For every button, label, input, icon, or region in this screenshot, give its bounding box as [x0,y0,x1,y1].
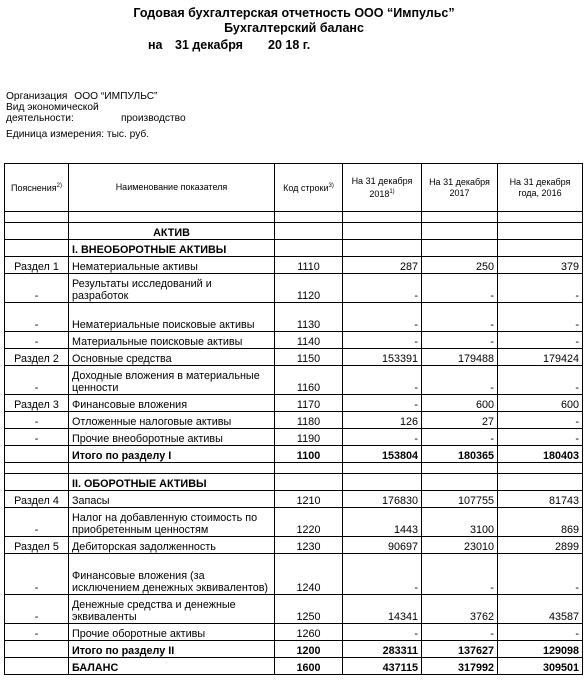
activity-label: деятельности: [6,113,74,124]
note-cell: - [5,624,69,641]
value-2016-cell: - [498,274,583,303]
indicator-name-cell: Финансовые вложения (за исключением денежных эквивалентов) [69,554,275,595]
indicator-name-cell: Финансовые вложения [69,395,275,412]
note-cell: Раздел 2 [5,349,69,366]
empty-cell [498,240,583,257]
empty-cell [5,223,69,240]
note-cell: - [5,274,69,303]
table-row [5,349,583,366]
note-cell [5,446,69,463]
note-cell: Раздел 5 [5,537,69,554]
value-2016-cell: 179424 [498,349,583,366]
empty-cell [422,223,498,240]
note-cell: - [5,303,69,332]
value-2017-cell: 250 [422,257,498,274]
value-2017-cell: 180365 [422,446,498,463]
table-row [5,257,583,274]
value-2016-cell: 600 [498,395,583,412]
empty-cell [5,463,69,474]
line-code-cell: 1220 [275,508,343,537]
value-2018-cell: 176830 [343,491,422,508]
table-row [5,554,583,595]
empty-cell [5,212,69,223]
section-header-row [5,240,583,257]
report-title: Годовая бухгалтерская отчетность ООО “Импульс” [133,6,455,20]
table-row [5,537,583,554]
line-code-cell: 1110 [275,257,343,274]
value-2017-cell: - [422,274,498,303]
indicator-name-cell: Результаты исследований и разработок [69,274,275,303]
value-2017-cell: 107755 [422,491,498,508]
empty-cell [275,463,343,474]
empty-cell [343,240,422,257]
value-2016-cell: 180403 [498,446,583,463]
indicator-name-cell: Денежные средства и денежные эквиваленты [69,595,275,624]
note-cell: - [5,429,69,446]
value-2018-cell: - [343,366,422,395]
value-2018-cell: - [343,395,422,412]
indicator-name-cell: Прочие внеоборотные активы [69,429,275,446]
col-header-2018: На 31 декабря 2018$^{1)}$ [343,164,422,212]
value-2018-cell: 287 [343,257,422,274]
date-year: 20 18 г. [268,38,311,52]
line-code-cell: 1180 [275,412,343,429]
value-2016-cell: 43587 [498,595,583,624]
empty-cell [275,223,343,240]
indicator-name-cell: Налог на добавленную стоимость по приобретенным ценностям [69,508,275,537]
section-title: II. ОБОРОТНЫЕ АКТИВЫ [69,474,275,491]
value-2018-cell: 1443 [343,508,422,537]
total-row [5,446,583,463]
col-header-note: Пояснения$^{2)}$ [5,164,69,212]
indicator-name-cell: Нематериальные поисковые активы [69,303,275,332]
value-2018-cell: - [343,554,422,595]
section-title: I. ВНЕОБОРОТНЫЕ АКТИВЫ [69,240,275,257]
value-2017-cell: 23010 [422,537,498,554]
table-row [5,595,583,624]
table-row [5,303,583,332]
indicator-name-cell: Запасы [69,491,275,508]
col-header-code: Код строки$^{3)}$ [275,164,343,212]
activity-value: производство [121,113,186,124]
value-2016-cell: - [498,554,583,595]
value-2017-cell: 3762 [422,595,498,624]
indicator-name-cell: Отложенные налоговые активы [69,412,275,429]
value-2018-cell: 283311 [343,641,422,658]
line-code-cell: 1170 [275,395,343,412]
value-2016-cell: - [498,366,583,395]
value-2016-cell: 869 [498,508,583,537]
value-2017-cell: - [422,429,498,446]
org-row [6,91,157,102]
value-2016-cell: - [498,624,583,641]
line-code-cell: 1240 [275,554,343,595]
empty-cell [422,463,498,474]
line-code-cell: 1100 [275,446,343,463]
col-header-name: Наименование показателя [69,164,275,212]
table-row [5,332,583,349]
value-2018-cell: 153391 [343,349,422,366]
empty-cell [422,474,498,491]
note-cell: - [5,332,69,349]
blank-row [5,212,583,223]
value-2018-cell: 14341 [343,595,422,624]
table-row [5,274,583,303]
value-2016-cell: 129098 [498,641,583,658]
empty-cell [69,212,275,223]
line-code-cell: 1130 [275,303,343,332]
value-2016-cell: - [498,412,583,429]
table-row [5,508,583,537]
value-2018-cell: - [343,429,422,446]
line-code-cell: 1250 [275,595,343,624]
balance-table [4,163,583,675]
organization-info [6,91,186,140]
line-code-cell: 1200 [275,641,343,658]
activity-row [6,113,186,124]
note-cell: Раздел 1 [5,257,69,274]
value-2018-cell: 126 [343,412,422,429]
note-cell: - [5,412,69,429]
value-2016-cell: - [498,332,583,349]
indicator-name-cell: Основные средства [69,349,275,366]
org-value: ООО “ИМПУЛЬС” [74,91,158,102]
value-2018-cell: 153804 [343,446,422,463]
org-label: Организация [6,91,68,102]
empty-cell [275,240,343,257]
activity-label-row: Вид экономической [6,102,99,113]
indicator-name-cell: Итого по разделу I [69,446,275,463]
line-code-cell: 1150 [275,349,343,366]
empty-cell [5,240,69,257]
value-2018-cell: - [343,274,422,303]
empty-cell [343,463,422,474]
note-cell: - [5,508,69,537]
note-cell: Раздел 3 [5,395,69,412]
empty-cell [498,463,583,474]
value-2017-cell: - [422,624,498,641]
unit-label: Единица измерения: тыс. руб. [6,129,150,140]
empty-cell [343,474,422,491]
table-row [5,366,583,395]
line-code-cell: 1230 [275,537,343,554]
value-2018-cell: - [343,303,422,332]
value-2018-cell: - [343,624,422,641]
total-row [5,641,583,658]
col-header-2016: На 31 декабря года, 2016 [498,164,583,212]
table-row [5,491,583,508]
report-subtitle: Бухгалтерский баланс [224,21,364,35]
note-cell: - [5,554,69,595]
line-code-cell: 1190 [275,429,343,446]
blank-row [5,463,583,474]
table-row [5,412,583,429]
value-2018-cell: 437115 [343,658,422,675]
line-code-cell: 1260 [275,624,343,641]
value-2017-cell: - [422,303,498,332]
indicator-name-cell: Прочие оборотные активы [69,624,275,641]
value-2017-cell: - [422,332,498,349]
empty-cell [275,212,343,223]
empty-cell [498,212,583,223]
value-2016-cell: 2899 [498,537,583,554]
value-2017-cell: 3100 [422,508,498,537]
table-row [5,429,583,446]
value-2016-cell: - [498,429,583,446]
col-header-2017: На 31 декабря 2017 [422,164,498,212]
indicator-name-cell: БАЛАНС [69,658,275,675]
empty-cell [69,463,275,474]
date-day-month: 31 декабря [175,38,243,52]
line-code-cell: 1600 [275,658,343,675]
note-cell [5,658,69,675]
date-prefix: на [148,38,163,52]
line-code-cell: 1120 [275,274,343,303]
value-2016-cell: 309501 [498,658,583,675]
indicator-name-cell: Материальные поисковые активы [69,332,275,349]
value-2016-cell: - [498,303,583,332]
empty-cell [498,223,583,240]
table-row [5,624,583,641]
line-code-cell: 1210 [275,491,343,508]
note-cell [5,641,69,658]
line-code-cell: 1160 [275,366,343,395]
indicator-name-cell: Доходные вложения в материальные ценности [69,366,275,395]
value-2017-cell: - [422,554,498,595]
value-2016-cell: 81743 [498,491,583,508]
value-2018-cell: 90697 [343,537,422,554]
total-row [5,658,583,675]
empty-cell [343,223,422,240]
empty-cell [5,474,69,491]
table-row [5,395,583,412]
value-2017-cell: 600 [422,395,498,412]
indicator-name-cell: Итого по разделу II [69,641,275,658]
line-code-cell: 1140 [275,332,343,349]
note-cell: - [5,366,69,395]
value-2017-cell: - [422,366,498,395]
value-2018-cell: - [343,332,422,349]
value-2016-cell: 379 [498,257,583,274]
indicator-name-cell: Нематериальные активы [69,257,275,274]
value-2017-cell: 137627 [422,641,498,658]
table-header-row [5,164,583,212]
note-cell: Раздел 4 [5,491,69,508]
indicator-name-cell: Дебиторская задолженность [69,537,275,554]
empty-cell [422,240,498,257]
empty-cell [343,212,422,223]
value-2017-cell: 317992 [422,658,498,675]
value-2017-cell: 27 [422,412,498,429]
empty-cell [422,212,498,223]
value-2017-cell: 179488 [422,349,498,366]
note-cell: - [5,595,69,624]
empty-cell [498,474,583,491]
section-header-row [5,474,583,491]
section-header-row [5,223,583,240]
empty-cell [275,474,343,491]
section-title: АКТИВ [69,223,275,240]
